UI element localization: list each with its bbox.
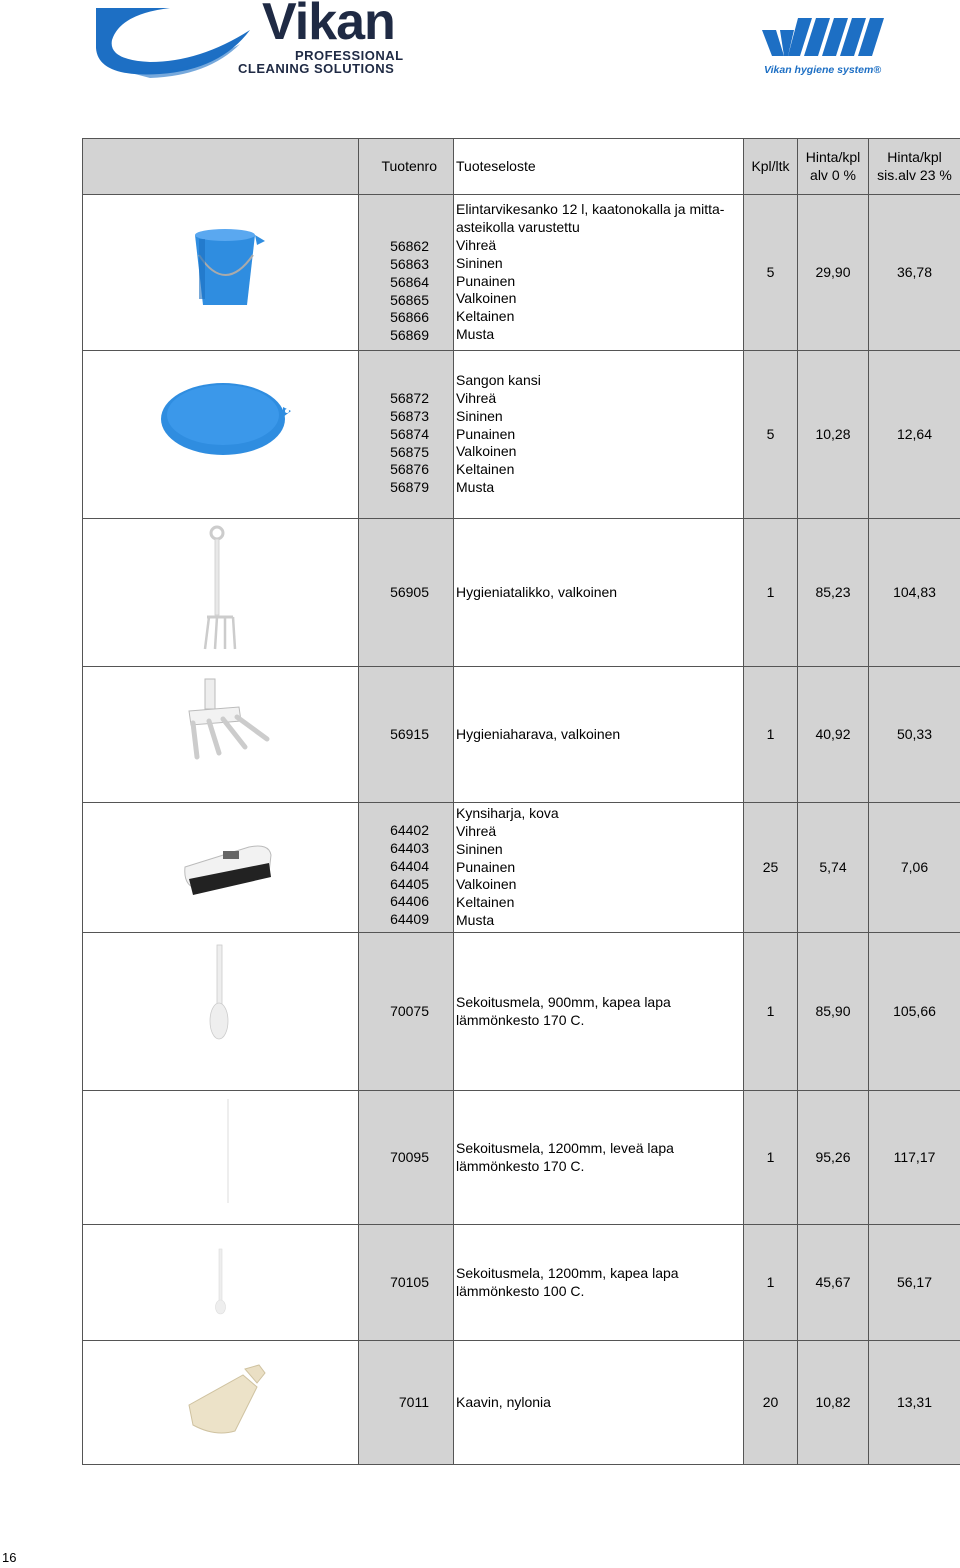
- product-price-ex: 10,28: [798, 351, 869, 519]
- description-line: Sekoitusmela, 900mm, kapea lapa: [456, 993, 671, 1010]
- blue-bucket-lid-icon: [155, 377, 295, 472]
- description-line: Kaavin, nylonia: [456, 1393, 551, 1410]
- product-code-cell: [359, 1341, 454, 1465]
- product-price-ex: 10,82: [798, 1341, 869, 1465]
- header-price-inc: [869, 139, 960, 195]
- product-code: 7011: [398, 1393, 429, 1410]
- product-qty: 1: [744, 519, 798, 667]
- product-description-cell: [454, 351, 744, 519]
- product-code: 64409: [390, 911, 429, 928]
- product-image-cell: [83, 195, 359, 351]
- header-code: [359, 139, 454, 195]
- description-line: Keltainen: [456, 894, 515, 911]
- product-code: 64404: [390, 857, 429, 874]
- description-line: Vihreä: [456, 390, 497, 406]
- product-description-cell: [454, 933, 744, 1091]
- product-code-cell: [359, 1091, 454, 1225]
- product-image-cell: [83, 1091, 359, 1225]
- table-header-row: [83, 139, 960, 195]
- product-code: 56865: [390, 291, 429, 308]
- header-qty-label: Kpl/ltk: [751, 157, 790, 174]
- description-line: asteikolla varustettu: [456, 219, 580, 236]
- description-line: Vihreä: [456, 823, 497, 839]
- product-code: 64402: [390, 822, 429, 839]
- product-qty: 1: [744, 667, 798, 803]
- vikan-logo: [90, 0, 435, 85]
- product-code: 56872: [390, 390, 429, 407]
- table-row: [83, 803, 960, 933]
- vhs-stripes-icon: [758, 14, 898, 62]
- product-price-inc: 36,78: [869, 195, 960, 351]
- brand-tagline-1: PROFESSIONAL: [295, 48, 404, 63]
- mixing-paddle-wide-icon: [219, 1097, 239, 1212]
- product-image-cell: [83, 803, 359, 933]
- description-line: Punainen: [456, 425, 516, 442]
- description-line: Elintarvikesanko 12 l, kaatonokalla ja mitta-: [456, 201, 725, 218]
- table-row: [83, 1225, 960, 1341]
- description-line: Kynsiharja, kova: [456, 805, 559, 822]
- blue-bucket-icon: [181, 225, 271, 320]
- product-qty: 5: [744, 195, 798, 351]
- vikan-hygiene-system-logo: [758, 14, 898, 80]
- product-code-cell: [359, 351, 454, 519]
- description-line: Hygieniatalikko, valkoinen: [456, 583, 618, 600]
- product-qty: 1: [744, 1225, 798, 1341]
- description-line: Valkoinen: [456, 290, 517, 307]
- header-price-ex-line2: alv 0 %: [810, 166, 856, 183]
- table-row: [83, 1091, 960, 1225]
- description-line: Sininen: [456, 254, 503, 271]
- table-row: [83, 519, 960, 667]
- description-line: Punainen: [456, 272, 516, 289]
- description-line: Musta: [456, 478, 495, 495]
- product-price-ex: 29,90: [798, 195, 869, 351]
- description-line: Sininen: [456, 407, 503, 424]
- header-price-ex-line1: Hinta/kpl: [805, 148, 861, 165]
- product-price-inc: 117,17: [869, 1091, 960, 1225]
- product-price-inc: 13,31: [869, 1341, 960, 1465]
- description-line: Sininen: [456, 840, 503, 857]
- product-image-cell: [83, 1225, 359, 1341]
- header-code-label: Tuotenro: [381, 157, 437, 174]
- description-line: lämmönkesto 170 C.: [456, 1011, 585, 1028]
- mixing-paddle-narrow-icon: [205, 943, 235, 1048]
- product-code: 56866: [390, 309, 429, 326]
- description-line: Keltainen: [456, 461, 515, 478]
- description-line: Valkoinen: [456, 876, 517, 893]
- product-price-ex: 40,92: [798, 667, 869, 803]
- table-row: [83, 933, 960, 1091]
- product-code-cell: [359, 803, 454, 933]
- header-price-inc-line2: sis.alv 23 %: [877, 166, 952, 183]
- product-code: 64405: [390, 875, 429, 892]
- table-row: [83, 195, 960, 351]
- product-price-ex: 45,67: [798, 1225, 869, 1341]
- brand-name: Vikan: [262, 0, 395, 51]
- header-description: [454, 139, 744, 195]
- product-code: 64403: [390, 840, 429, 857]
- product-image-cell: [83, 933, 359, 1091]
- product-price-inc: 105,66: [869, 933, 960, 1091]
- product-price-inc: 104,83: [869, 519, 960, 667]
- product-code: 56915: [390, 725, 429, 742]
- product-description-cell: [454, 195, 744, 351]
- brand-tagline-2: CLEANING SOLUTIONS: [238, 61, 395, 76]
- header-price-inc-line1: Hinta/kpl: [887, 148, 942, 165]
- product-image-cell: [83, 1341, 359, 1465]
- product-code: 70075: [390, 1002, 429, 1019]
- product-code: 56879: [390, 479, 429, 496]
- description-line: Musta: [456, 911, 495, 928]
- product-code: 56864: [390, 273, 429, 290]
- product-price-inc: 56,17: [869, 1225, 960, 1341]
- product-code-cell: [359, 667, 454, 803]
- product-qty: 1: [744, 1091, 798, 1225]
- description-line: Sekoitusmela, 1200mm, kapea lapa: [456, 1264, 679, 1281]
- product-code: 56873: [390, 408, 429, 425]
- product-image-cell: [83, 351, 359, 519]
- product-price-inc: 50,33: [869, 667, 960, 803]
- white-rake-icon: [179, 677, 279, 772]
- product-description-cell: [454, 1091, 744, 1225]
- description-line: Valkoinen: [456, 443, 517, 460]
- product-qty: 1: [744, 933, 798, 1091]
- description-line: lämmönkesto 170 C.: [456, 1157, 585, 1174]
- product-code: 64406: [390, 893, 429, 910]
- product-image-cell: [83, 519, 359, 667]
- product-price-inc: 12,64: [869, 351, 960, 519]
- product-price-table: [82, 138, 960, 1465]
- product-code: 56905: [390, 583, 429, 600]
- product-description-cell: [454, 667, 744, 803]
- product-price-inc: 7,06: [869, 803, 960, 933]
- product-qty: 20: [744, 1341, 798, 1465]
- table-row: [83, 667, 960, 803]
- description-line: Sekoitusmela, 1200mm, leveä lapa: [456, 1139, 674, 1156]
- product-price-ex: 85,23: [798, 519, 869, 667]
- header-qty: [744, 139, 798, 195]
- system-logo-text: Vikan hygiene system®: [764, 64, 882, 76]
- description-line: Musta: [456, 325, 495, 342]
- product-code-cell: [359, 933, 454, 1091]
- header-description-label: Tuoteseloste: [456, 157, 536, 174]
- product-code: 56869: [390, 327, 429, 344]
- description-line: Vihreä: [456, 236, 497, 253]
- product-qty: 5: [744, 351, 798, 519]
- table-row: [83, 351, 960, 519]
- product-code-cell: [359, 195, 454, 351]
- page-number: 16: [2, 1550, 17, 1565]
- nylon-scraper-icon: [179, 1361, 279, 1446]
- header-price-ex: [798, 139, 869, 195]
- product-code-cell: [359, 1225, 454, 1341]
- product-description-cell: [454, 1225, 744, 1341]
- description-line: Punainen: [456, 858, 516, 875]
- product-description-cell: [454, 1341, 744, 1465]
- product-code: 56862: [390, 238, 429, 255]
- product-description-cell: [454, 803, 744, 933]
- product-description-cell: [454, 519, 744, 667]
- product-code-cell: [359, 519, 454, 667]
- description-line: Hygieniaharava, valkoinen: [456, 725, 621, 742]
- product-price-ex: 5,74: [798, 803, 869, 933]
- product-code: 56874: [390, 425, 429, 442]
- white-fork-icon: [199, 525, 249, 660]
- product-qty: 25: [744, 803, 798, 933]
- product-code: 70095: [390, 1148, 429, 1165]
- product-code: 70105: [390, 1273, 429, 1290]
- header-image-cell: [83, 139, 359, 195]
- nail-brush-icon: [179, 833, 279, 908]
- description-line: Keltainen: [456, 308, 515, 325]
- mixing-paddle-small-icon: [211, 1247, 231, 1322]
- product-price-ex: 85,90: [798, 933, 869, 1091]
- product-image-cell: [83, 667, 359, 803]
- product-code: 56863: [390, 256, 429, 273]
- product-code: 56875: [390, 443, 429, 460]
- description-line: lämmönkesto 100 C.: [456, 1282, 585, 1299]
- product-price-ex: 95,26: [798, 1091, 869, 1225]
- description-line: Sangon kansi: [456, 372, 541, 389]
- product-code: 56876: [390, 461, 429, 478]
- table-row: [83, 1341, 960, 1465]
